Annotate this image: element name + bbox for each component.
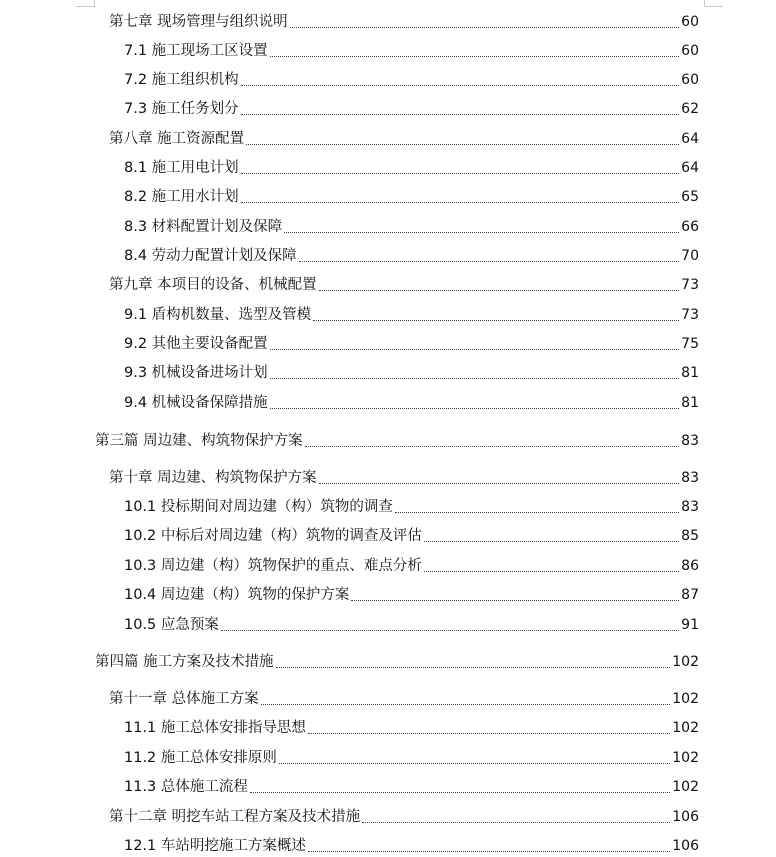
toc-entry-number: 8.1 [124,160,148,176]
toc-entry-page-number: 60 [681,43,699,59]
dot-leader [284,232,679,233]
toc-entry-number: 10.3 [124,558,157,574]
toc-entry-page-number: 64 [681,131,699,147]
toc-entry-number: 10.4 [124,587,157,603]
toc-entry-number: 第九章 [109,277,153,293]
toc-entry[interactable] [124,614,699,636]
dot-leader [308,733,670,734]
toc-entry[interactable] [109,11,699,33]
dot-leader [290,27,680,28]
toc-entry-title: 周边建（构）筑物的保护方案 [160,587,350,603]
toc-entry-title: 总体施工方案 [171,691,259,707]
toc-entry-title: 施工资源配置 [157,131,245,147]
toc-entry-page-number: 62 [681,101,699,117]
toc-entry[interactable] [95,430,699,452]
toc-entry-title: 应急预案 [160,617,219,633]
toc-entry-number: 第三篇 [95,433,139,449]
dot-leader [308,851,670,852]
toc-entry-number: 9.2 [124,336,148,352]
dot-leader [246,144,679,145]
toc-entry-number: 12.1 [124,838,157,854]
toc-entry-page-number: 75 [681,336,699,352]
toc-entry[interactable] [124,584,699,606]
toc-entry-title: 其他主要设备配置 [151,336,268,352]
toc-entry-number: 11.1 [124,720,157,736]
toc-entry-number: 10.5 [124,617,157,633]
toc-entry-number: 第七章 [109,14,153,30]
toc-entry-title: 施工用水计划 [151,189,239,205]
dot-leader [424,571,679,572]
toc-entry[interactable] [124,69,699,91]
toc-entry[interactable] [124,835,699,857]
toc-entry-title: 现场管理与组织说明 [157,14,288,30]
toc-entry-number: 11.3 [124,779,157,795]
dot-leader [319,483,680,484]
toc-entry-title: 车站明挖施工方案概述 [160,838,306,854]
dot-leader [241,173,680,174]
toc-entry-page-number: 85 [681,528,699,544]
toc-entry[interactable] [124,776,699,798]
dot-leader [313,320,679,321]
toc-entry-page-number: 81 [681,395,699,411]
toc-entry-title: 明挖车站工程方案及技术措施 [171,809,361,825]
dot-leader [424,541,679,542]
toc-entry-title: 周边建、构筑物保护方案 [143,433,303,449]
toc-entry-page-number: 73 [681,307,699,323]
toc-entry[interactable] [124,717,699,739]
toc-entry[interactable] [124,216,699,238]
dot-leader [221,630,679,631]
toc-entry-number: 8.3 [124,219,148,235]
toc-entry[interactable] [124,496,699,518]
toc-entry-title: 施工用电计划 [151,160,239,176]
toc-entry-title: 中标后对周边建（构）筑物的调查及评估 [160,528,422,544]
toc-entry-page-number: 102 [672,720,699,736]
toc-entry[interactable] [124,362,699,384]
dot-leader [270,378,680,379]
toc-entry[interactable] [124,333,699,355]
toc-entry-page-number: 86 [681,558,699,574]
toc-entry[interactable] [124,98,699,120]
toc-entry-page-number: 102 [672,779,699,795]
toc-entry[interactable] [109,274,699,296]
toc-entry-page-number: 60 [681,72,699,88]
toc-entry-page-number: 87 [681,587,699,603]
toc-entry-page-number: 73 [681,277,699,293]
dot-leader [299,261,680,262]
toc-entry-number: 7.3 [124,101,148,117]
toc-entry-title: 施工组织机构 [151,72,239,88]
toc-entry-title: 周边建、构筑物保护方案 [157,470,317,486]
toc-entry-title: 施工现场工区设置 [151,43,268,59]
toc-entry-page-number: 83 [681,499,699,515]
margin-corner-mark [704,0,723,7]
toc-entry-number: 9.1 [124,307,148,323]
dot-leader [241,85,680,86]
dot-leader [362,822,670,823]
toc-entry-title: 施工总体安排原则 [160,750,277,766]
toc-entry-title: 机械设备进场计划 [151,365,268,381]
toc-entry-number: 9.4 [124,395,148,411]
toc-entry[interactable] [124,245,699,267]
dot-leader [351,600,679,601]
toc-entry-page-number: 106 [672,809,699,825]
toc-entry-number: 第十一章 [109,691,167,707]
dot-leader [319,290,680,291]
dot-leader [241,202,680,203]
dot-leader [279,763,670,764]
dot-leader [261,704,671,705]
toc-entry-page-number: 102 [672,691,699,707]
toc-entry[interactable] [124,525,699,547]
dot-leader [270,408,680,409]
toc-entry-page-number: 102 [672,654,699,670]
toc-entry-number: 9.3 [124,365,148,381]
dot-leader [395,512,679,513]
toc-entry-title: 机械设备保障措施 [151,395,268,411]
toc-entry[interactable] [109,467,699,489]
toc-entry[interactable] [109,688,699,710]
toc-entry-number: 第八章 [109,131,153,147]
toc-entry[interactable] [95,651,699,673]
toc-entry-number: 11.2 [124,750,157,766]
toc-entry-number: 第四篇 [95,654,139,670]
dot-leader [276,667,671,668]
toc-entry[interactable] [124,304,699,326]
dot-leader [270,349,680,350]
toc-entry-title: 本项目的设备、机械配置 [157,277,317,293]
toc-entry-number: 10.2 [124,528,157,544]
toc-entry-title: 施工任务划分 [151,101,239,117]
toc-entry[interactable] [109,128,699,150]
toc-entry-title: 施工总体安排指导思想 [160,720,306,736]
dot-leader [250,792,670,793]
toc-entry-title: 投标期间对周边建（构）筑物的调查 [160,499,393,515]
toc-entry-title: 盾构机数量、选型及管模 [151,307,312,323]
toc-entry-page-number: 91 [681,617,699,633]
toc-entry[interactable] [124,157,699,179]
toc-entry-number: 第十二章 [109,809,167,825]
toc-entry-page-number: 81 [681,365,699,381]
toc-entry[interactable] [124,555,699,577]
toc-entry-page-number: 60 [681,14,699,30]
toc-entry-number: 8.2 [124,189,148,205]
toc-entry-page-number: 64 [681,160,699,176]
toc-entry-title: 总体施工流程 [160,779,248,795]
dot-leader [241,114,680,115]
toc-entry-page-number: 66 [681,219,699,235]
toc-entry-page-number: 83 [681,470,699,486]
toc-entry-page-number: 70 [681,248,699,264]
toc-entry[interactable] [109,806,699,828]
toc-entry-number: 7.2 [124,72,148,88]
toc-entry[interactable] [124,747,699,769]
toc-entry-page-number: 83 [681,433,699,449]
dot-leader [270,56,680,57]
toc-entry-number: 第十章 [109,470,153,486]
toc-entry[interactable] [124,392,699,414]
margin-corner-mark [76,0,95,7]
toc-entry-title: 劳动力配置计划及保障 [151,248,297,264]
toc-entry-page-number: 106 [672,838,699,854]
toc-entry-title: 材料配置计划及保障 [151,219,283,235]
toc-entry-title: 周边建（构）筑物保护的重点、难点分析 [160,558,422,574]
toc-entry-number: 8.4 [124,248,148,264]
toc-entry[interactable] [124,40,699,62]
dot-leader [305,446,680,447]
toc-entry-page-number: 65 [681,189,699,205]
toc-entry[interactable] [124,186,699,208]
toc-entry-title: 施工方案及技术措施 [143,654,274,670]
toc-entry-page-number: 102 [672,750,699,766]
toc-entry-number: 7.1 [124,43,148,59]
toc-entry-number: 10.1 [124,499,157,515]
